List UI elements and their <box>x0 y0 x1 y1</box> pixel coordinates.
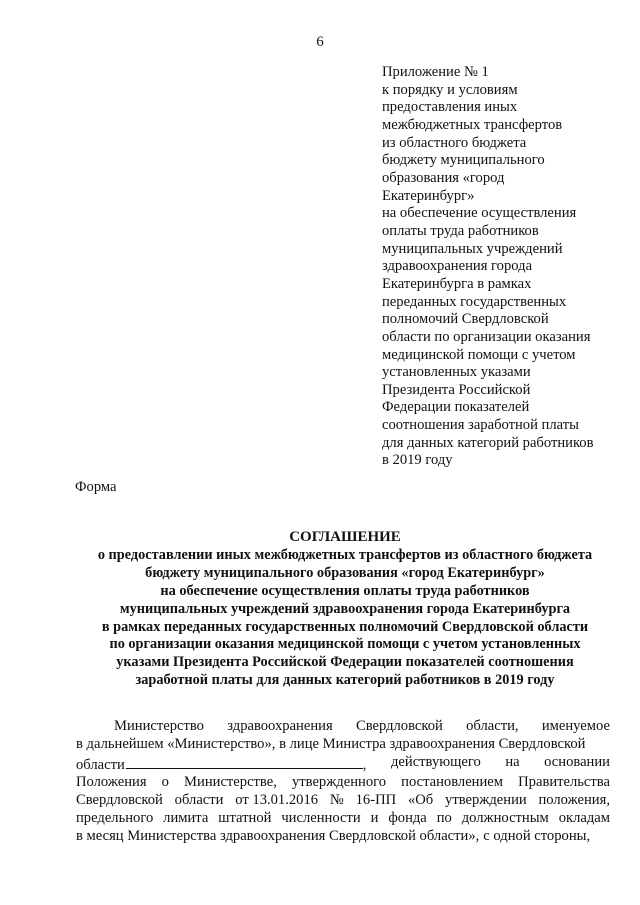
appendix-line: бюджету муниципального <box>382 152 545 169</box>
body-word: области, <box>466 718 519 734</box>
body-word: предельного <box>76 809 154 826</box>
body-word: окладам <box>558 809 610 826</box>
body-word: Министерстве, <box>184 774 277 791</box>
appendix-line: предоставления иных <box>382 99 518 116</box>
body-word: с одной стороны, <box>483 827 591 844</box>
agreement-subtitle-line: о предоставлении иных межбюджетных трансфертов из областного бюджета <box>97 546 593 563</box>
form-label: Форма <box>75 479 117 495</box>
appendix-line: соотношения заработной платы <box>382 417 579 434</box>
appendix-line: межбюджетных трансфертов <box>382 116 563 133</box>
body-word: фонда <box>388 809 427 826</box>
agreement-title: СОГЛАШЕНИЕ <box>289 529 401 545</box>
body-word: лимита <box>163 809 209 826</box>
appendix-line: из областного бюджета <box>382 134 527 151</box>
appendix-line: Приложение № 1 <box>382 64 489 80</box>
agreement-subtitle-line: бюджету муниципального образования «город Екатеринбург» <box>145 564 545 581</box>
appendix-line: здравоохранения города <box>382 258 533 275</box>
body-word: в месяц Министерства здравоохранения Свердловской области», <box>76 827 480 844</box>
body-line <box>76 774 610 792</box>
appendix-line: Федерации показателей <box>382 399 530 416</box>
body-word: штатной <box>218 809 272 826</box>
body-line <box>76 792 610 810</box>
body-word: области <box>76 756 125 773</box>
appendix-line: в 2019 году <box>382 452 453 469</box>
body-line <box>76 810 610 828</box>
body-word: на <box>505 753 520 770</box>
fill-in-blank[interactable] <box>126 754 363 769</box>
body-word: «Об <box>407 792 434 809</box>
body-line <box>76 828 610 846</box>
agreement-subtitle-line: по организации оказания медицинской помощи с учетом установленных <box>109 636 581 653</box>
body-word: утвержденного <box>291 774 387 791</box>
appendix-line: для данных категорий работников <box>382 434 594 451</box>
body-line <box>76 736 610 754</box>
body-word-group <box>76 754 366 775</box>
body-word: основании <box>544 753 610 770</box>
body-word: постановлением <box>401 774 504 791</box>
body-word: утверждении <box>445 792 527 809</box>
body-word: численности <box>281 809 361 826</box>
body-word: Положения <box>76 774 147 791</box>
appendix-line: на обеспечение осуществления <box>382 205 577 222</box>
body-line <box>76 718 610 736</box>
appendix-note <box>382 64 614 470</box>
agreement-subtitle-line: заработной платы для данных категорий работников в 2019 году <box>135 672 555 689</box>
body-word: по <box>436 809 452 826</box>
body-word: от 13.01.2016 <box>235 792 319 809</box>
body-word: 16-ПП <box>355 792 397 809</box>
body-word: № <box>329 792 344 809</box>
body-word: Министерство <box>114 718 204 734</box>
body-word: , <box>362 756 367 773</box>
body-word: и <box>370 809 379 826</box>
agreement-subtitle-line: на обеспечение осуществления оплаты труда работников <box>160 582 530 599</box>
agreement-heading <box>60 529 630 690</box>
appendix-line: области по организации оказания <box>382 328 591 345</box>
appendix-line: полномочий Свердловской <box>382 311 549 328</box>
agreement-subtitle-line: в рамках переданных государственных полномочий Свердловской области <box>101 618 589 635</box>
appendix-line: образования «город <box>382 169 505 186</box>
body-word: положения, <box>538 792 610 809</box>
body-word: Свердловской <box>355 718 443 734</box>
agreement-subtitle-line: указами Президента Российской Федерации показателей соотношения <box>116 654 574 671</box>
body-word: Правительства <box>518 774 610 791</box>
appendix-line: муниципальных учреждений <box>382 240 563 257</box>
appendix-line: установленных указами <box>382 364 531 381</box>
body-word: именуемое <box>541 718 610 734</box>
agreement-subtitle-line: муниципальных учреждений здравоохранения города Екатеринбурга <box>119 600 571 617</box>
body-word: области <box>174 792 224 809</box>
body-word: о <box>161 774 169 791</box>
body-word: должностным <box>461 809 549 826</box>
body-word: действующего <box>390 753 481 770</box>
appendix-line: Екатеринбург» <box>382 187 475 204</box>
body-word: здравоохранения <box>227 718 333 734</box>
appendix-line: Президента Российской <box>382 381 531 398</box>
appendix-line: Екатеринбурга в рамках <box>382 275 532 292</box>
appendix-line: переданных государственных <box>382 293 567 310</box>
appendix-line: оплаты труда работников <box>382 222 539 239</box>
body-word: в дальнейшем «Министерство», в лице Министра здравоохранения Свердловской <box>76 735 586 752</box>
agreement-body <box>76 718 610 846</box>
body-word: Свердловской <box>76 792 163 809</box>
appendix-line: к порядку и условиям <box>382 81 518 98</box>
page-number: 6 <box>316 34 324 50</box>
appendix-line: медицинской помощи с учетом <box>382 346 576 363</box>
body-line <box>76 754 610 775</box>
